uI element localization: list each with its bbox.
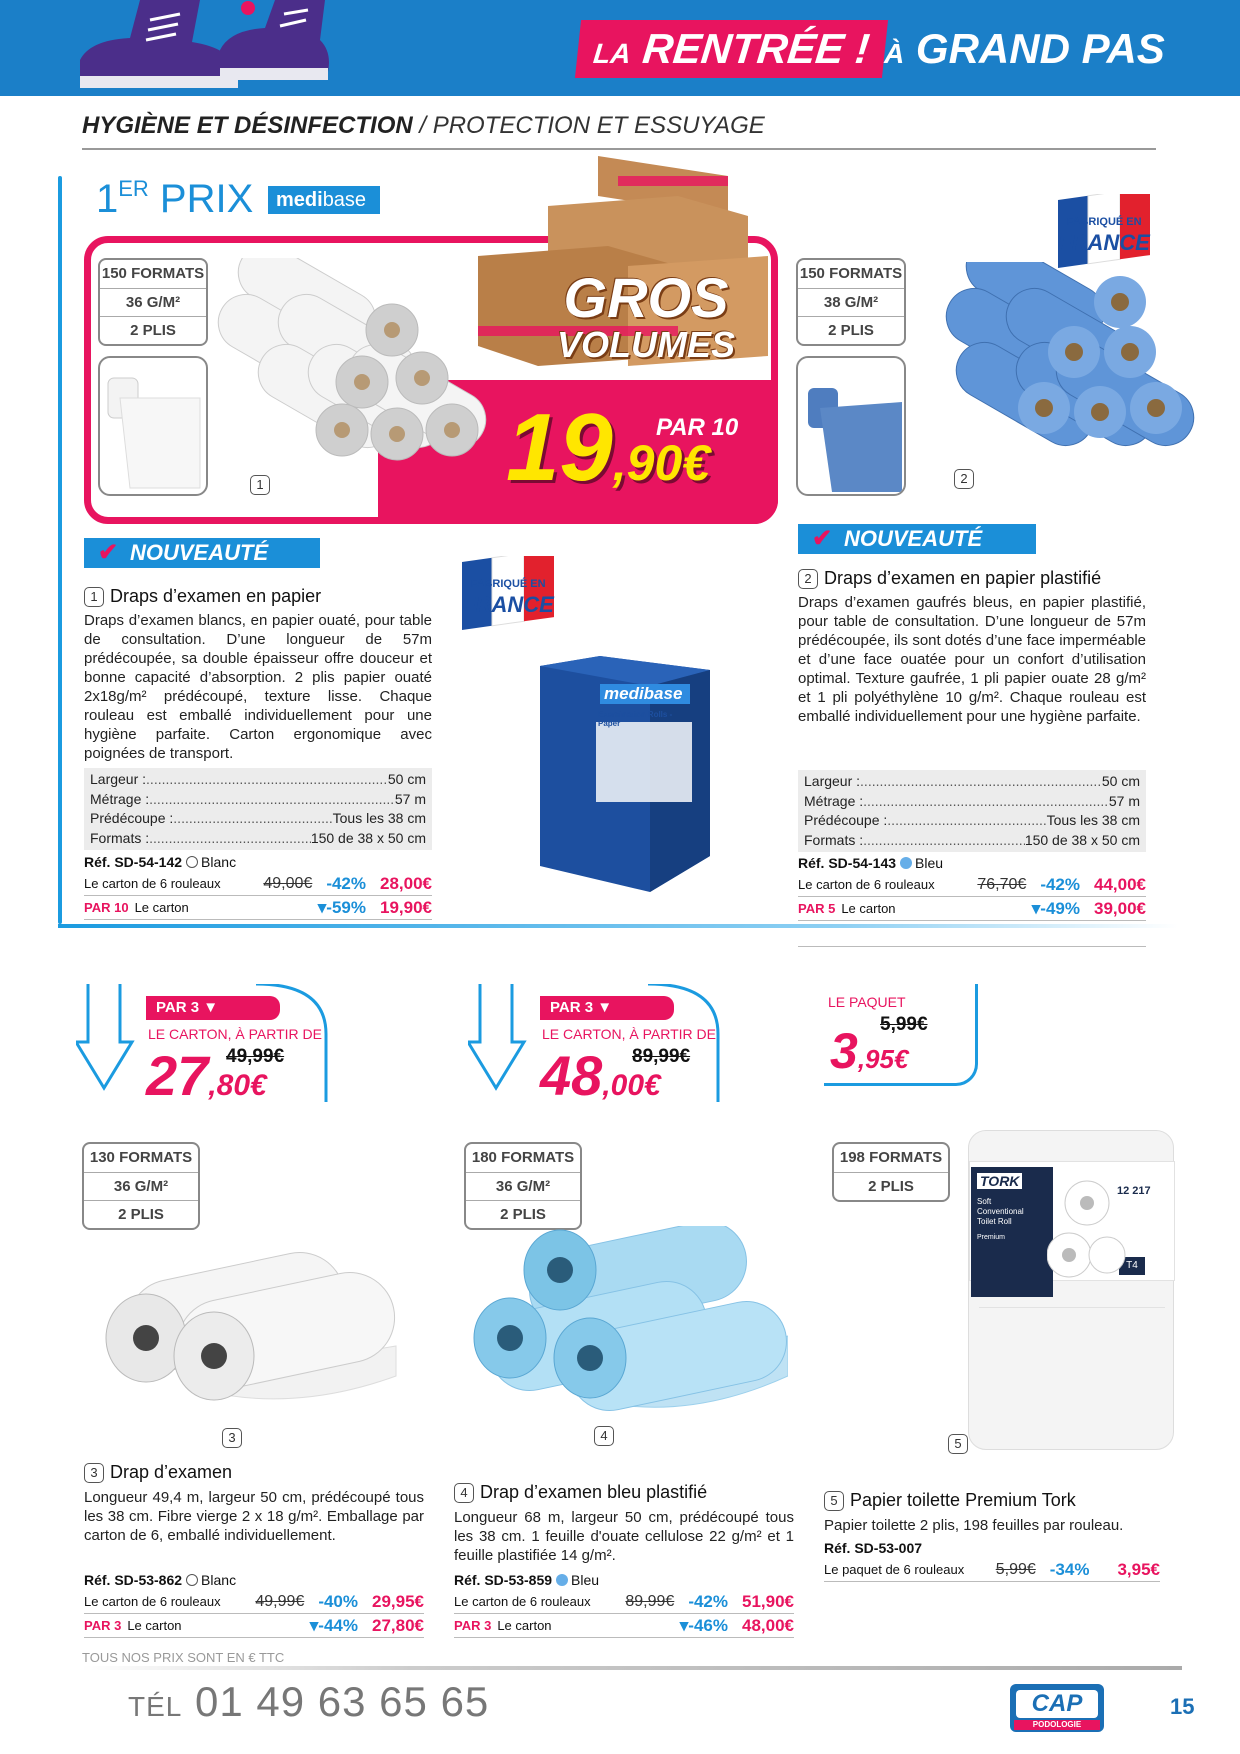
frame-left-line xyxy=(58,176,62,924)
product-3-par3-tag: PAR 3 ▼ xyxy=(146,996,280,1020)
product-3-promo-old: 49,99€ xyxy=(226,1046,285,1067)
banner-tag-rentree: LA RENTRÉE ! xyxy=(575,20,888,78)
frame-bottom-line xyxy=(58,924,1178,928)
product-4-par3-tag: PAR 3 ▼ xyxy=(540,996,674,1020)
check-icon: ✔ xyxy=(812,525,833,552)
product-2-divider xyxy=(798,946,1146,947)
product-3-ref: Réf. SD-53-862 Blanc xyxy=(84,1572,237,1588)
gros-volumes-label: GROS VOLUMES xyxy=(556,266,735,365)
footer-phone[interactable]: TÉL 01 49 63 65 65 xyxy=(128,1678,490,1725)
product-5-promo-old: 5,99€ xyxy=(880,1014,928,1035)
footer-rule xyxy=(82,1666,1182,1670)
white-drap-rolls-image xyxy=(86,1226,406,1426)
carton-brand-label: medibase xyxy=(604,684,683,703)
carton-product-label: Examination Rolls - Paper xyxy=(598,710,673,728)
product-3-price-row: Le carton de 6 rouleaux 49,99€ -40% 29,95€ xyxy=(84,1590,424,1614)
product-1-description: Draps d’examen blancs, en papier ouaté, pour table de consultation. D’une longueur de 57m prédécoupée, sa double épaisseur offre douceur et bonne capacité d’absorption. 2 plis papier ouaté 2x18g/m² prédécoupé, texture lisse. Chaque rouleau est emballé individuellement pour une hygiène parfaite. Carton ergonomique avec poignées de transport. xyxy=(84,612,432,762)
white-paper-rolls-image xyxy=(212,258,502,478)
product-4-price-row: Le carton de 6 rouleaux 89,99€ -42% 51,90€ xyxy=(454,1590,794,1614)
product-5-price-row: Le paquet de 6 rouleaux 5,99€ -34% 3,95€ xyxy=(824,1558,1160,1582)
product-2-title: 2 Draps d’examen en papier plastifié xyxy=(798,568,1101,590)
product-3-description: Longueur 49,4 m, largeur 50 cm, prédécoupé tous les 38 cm. Fibre vierge 2 x 18 g/m². Emballage par carton de 6, emballé individuellement. xyxy=(84,1489,424,1544)
product-4-ref: Réf. SD-53-859 Bleu xyxy=(454,1572,600,1588)
product-2-thumbnail[interactable] xyxy=(796,356,906,496)
fabrique-label: FABRIQUÉ EN xyxy=(1066,216,1142,228)
sneakers-icon xyxy=(70,0,330,96)
blue-drap-rolls-image xyxy=(458,1226,788,1426)
product-4-title: 4 Drap d’examen bleu plastifié xyxy=(454,1482,707,1504)
product-5-description: Papier toilette 2 plis, 198 feuilles par rouleau. xyxy=(824,1517,1124,1534)
product-4-description: Longueur 68 m, largeur 50 cm, prédécoupé tous les 38 cm. 1 feuille d'ouate cellulose 22 g/m² et 1 feuille plastifiée 14 g/m². xyxy=(454,1509,794,1564)
product-3-promo-sub: LE CARTON, À PARTIR DE xyxy=(148,1026,323,1042)
product-5-promo-sub: LE PAQUET xyxy=(828,994,906,1010)
france-label: FRANCE xyxy=(1058,230,1150,255)
section-title: HYGIÈNE ET DÉSINFECTION / PROTECTION ET ESSUYAGE xyxy=(82,112,765,139)
product-4-promo-old: 89,99€ xyxy=(632,1046,691,1067)
product-3-bulk-price-row: PAR 3 Le carton ▾-44% 27,80€ xyxy=(84,1614,424,1638)
product-2-spec-box: 150 FORMATS 38 G/M² 2 PLIS xyxy=(796,258,906,346)
footer-price-note: TOUS NOS PRIX SONT EN € TTC xyxy=(82,1650,292,1665)
white-color-dot xyxy=(186,1574,198,1586)
product-2-ref: Réf. SD-54-143 Bleu xyxy=(798,855,944,871)
product-2-bulk-price-row: PAR 5 Le carton ▾-49% 39,00€ xyxy=(798,897,1146,921)
nouveaute-badge-1: ✔ NOUVEAUTÉ xyxy=(84,538,320,568)
check-icon: ✔ xyxy=(98,539,119,566)
product-1-price-row: Le carton de 6 rouleaux 49,00€ -42% 28,00€ xyxy=(84,872,432,896)
product-5-spec-box: 198 FORMATS 2 PLIS xyxy=(832,1142,950,1202)
tork-pack-image: TORK Soft Conventional Toilet Roll Premium 12 217 T4 xyxy=(968,1130,1174,1450)
product-1-spec-box: 150 FORMATS 36 G/M² 2 PLIS xyxy=(98,258,208,346)
product-1-title: 1 Draps d’examen en papier xyxy=(84,586,321,608)
product-2-price-row: Le carton de 6 rouleaux 76,70€ -42% 44,00€ xyxy=(798,873,1146,897)
page-number: 15 xyxy=(1170,1694,1195,1719)
big-promo-price: 19,90€ xyxy=(506,394,711,501)
medibase-logo: medibase xyxy=(268,186,380,214)
banner-tag-grand-pas: À GRAND PAS xyxy=(884,25,1165,72)
section-divider xyxy=(82,148,1156,150)
france-label-center: FRANCE xyxy=(462,592,554,617)
par-10-label: PAR 10 xyxy=(656,414,739,441)
fabrique-label-center: FABRIQUÉ EN xyxy=(470,578,546,590)
product-5-ref: Réf. SD-53-007 xyxy=(824,1540,923,1556)
product-3-number: 3 xyxy=(222,1428,242,1448)
product-3-spec-box: 130 FORMATS 36 G/M² 2 PLIS xyxy=(82,1142,200,1230)
nouveaute-badge-2: ✔ NOUVEAUTÉ xyxy=(798,524,1036,554)
blue-color-dot xyxy=(900,857,912,869)
product-1-ref: Réf. SD-54-142 Blanc xyxy=(84,854,237,870)
product-2-description: Draps d’examen gaufrés bleus, en papier plastifié, pour table de consultation. D’une longueur de 57m prédécoupée, ils sont dotés d’une face imperméable et d’une face ouatée pour un confort d’utilisation optimal. Texture gaufrée, 1 pli papier ouate 28 g/m² et 1 pli polyéthylène 10 g/m². Chaque rouleau est emballé individuellement pour une hygiène parfaite. xyxy=(798,594,1146,725)
product-4-promo-price: 48,00€ xyxy=(540,1044,661,1107)
product-3-title: 3 Drap d’examen xyxy=(84,1462,232,1484)
product-2-number: 2 xyxy=(954,469,974,489)
blue-paper-rolls-image xyxy=(920,262,1204,476)
product-4-spec-box: 180 FORMATS 36 G/M² 2 PLIS xyxy=(464,1142,582,1230)
white-color-dot xyxy=(186,856,198,868)
product-1-bulk-price-row: PAR 10 Le carton ▾-59% 19,90€ xyxy=(84,896,432,920)
product-1-thumbnail[interactable] xyxy=(98,356,208,496)
product-4-number: 4 xyxy=(594,1426,614,1446)
blue-color-dot xyxy=(556,1574,568,1586)
cap-podologie-logo: CAP PODOLOGIE xyxy=(1008,1682,1106,1734)
tork-pack-label: TORK Soft Conventional Toilet Roll Premium xyxy=(971,1167,1053,1297)
product-4-bulk-price-row: PAR 3 Le carton ▾-46% 48,00€ xyxy=(454,1614,794,1638)
product-5-title: 5 Papier toilette Premium Tork xyxy=(824,1490,1076,1512)
product-4-promo-sub: LE CARTON, À PARTIR DE xyxy=(542,1026,717,1042)
product-5-promo-price: 3,95€ xyxy=(830,1023,909,1079)
product-1-specs: Largeur : ..... 50 cm Métrage : ..... 57 m Prédécoupe : ..... Tous les 38 cm Formats : ..... 150 de 38 x 50 cm xyxy=(84,768,432,850)
first-price-label: 1ER PRIX xyxy=(96,176,254,221)
top-banner xyxy=(0,0,1240,96)
product-3-promo-price: 27,80€ xyxy=(146,1044,267,1107)
product-5-number: 5 xyxy=(948,1434,968,1454)
product-2-specs: Largeur : ..... 50 cm Métrage : ..... 57 m Prédécoupe : ..... Tous les 38 cm Formats : ..... 150 de 38 x 50 cm xyxy=(798,770,1146,852)
product-1-number: 1 xyxy=(250,475,270,495)
